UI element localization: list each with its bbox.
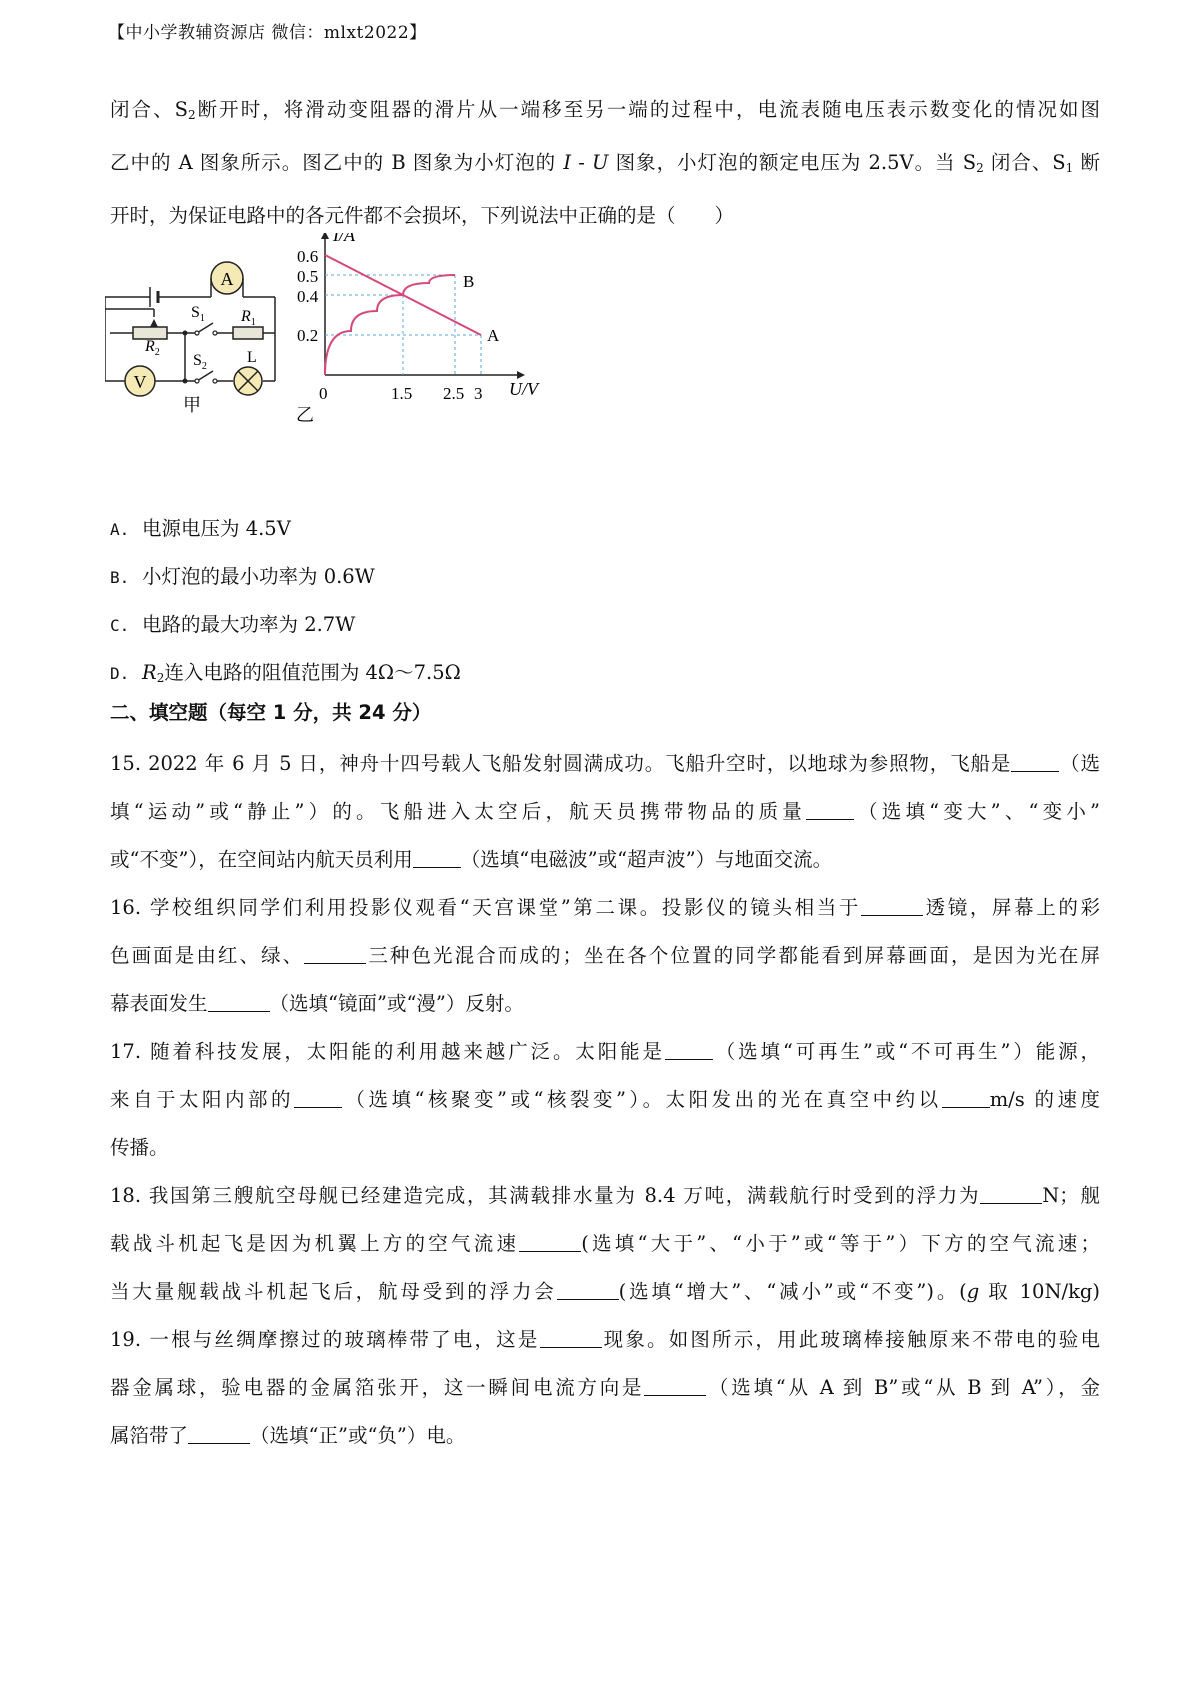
q17-line-3: 传播。	[110, 1136, 169, 1159]
q18-line-2: 载战斗机起飞是因为机翼上方的空气流速 (选填“大于”、“小于”或“等于”）下方的空气流速；	[110, 1232, 1100, 1255]
q18-line-1: 18. 我国第三艘航空母舰已经建造完成，其满载排水量为 8.4 万吨，满载航行时受到的浮力为 N；舰	[110, 1184, 1100, 1207]
x-tick-2.5: 2.5	[443, 384, 465, 403]
q17-line-2: 来自于太阳内部的 （选填“核聚变”或“核裂变”）。太阳发出的光在真空中约以 m/s 的速度	[110, 1088, 1100, 1111]
q15-line-3: 或“不变”），在空间站内航天员利用 （选填“电磁波”或“超声波”）与地面交流。	[110, 848, 833, 871]
x-tick-1.5: 1.5	[391, 384, 413, 403]
q19-blank-1[interactable]	[540, 1327, 602, 1348]
lamp-label: L	[247, 349, 257, 366]
ammeter-label: A	[220, 269, 234, 289]
curve-label-b: B	[463, 272, 475, 291]
switch-s1-contact	[213, 331, 217, 335]
q17-blank-3[interactable]	[942, 1087, 990, 1108]
switch-s2-contact	[213, 379, 217, 383]
curve-label-a: A	[487, 326, 500, 345]
q14-line-2: 乙中的 A 图象所示。图乙中的 B 图象为小灯泡的 I - U 图象，小灯泡的额定电压为 2.5V。当 $S_2$ 闭合、$S_1$ 断	[110, 151, 1100, 175]
x-tick-3: 3	[474, 384, 483, 403]
s2-label: $S_2$	[193, 352, 207, 372]
option-c[interactable]: C. 电路的最大功率为 2.7W	[110, 613, 356, 636]
q16-blank-2[interactable]	[304, 943, 366, 964]
voltmeter-label: V	[133, 372, 147, 392]
option-b[interactable]: B. 小灯泡的最小功率为 0.6W	[110, 565, 375, 588]
q17-blank-2[interactable]	[294, 1087, 342, 1108]
x-tick-0: 0	[319, 384, 328, 403]
q14-figures	[105, 233, 605, 467]
s1-label: $S_1$	[191, 304, 205, 324]
circuit-caption: 甲	[183, 395, 201, 415]
guide-lines	[325, 275, 481, 375]
option-d[interactable]: D. $R_2$连入电路的阻值范围为 4Ω～7.5Ω	[110, 661, 461, 685]
question-17	[110, 1028, 1100, 1172]
q15-blank-2[interactable]	[806, 799, 854, 820]
q18-blank-2[interactable]	[519, 1231, 581, 1252]
question-18	[110, 1172, 1100, 1316]
q16-line-3: 幕表面发生 （选填“镜面”或“漫”）反射。	[110, 992, 524, 1015]
question-16	[110, 884, 1100, 1028]
question-19	[110, 1316, 1100, 1460]
q14-line-3: 开时，为保证电路中的各元件都不会损坏，下列说法中正确的是（ ）	[110, 204, 735, 227]
r2-label: $R_2$	[145, 338, 160, 358]
q15-line-2: 填“运动”或“静止”）的。飞船进入太空后，航天员携带物品的质量 （选填“变大”、“变小”	[110, 800, 1100, 823]
y-tick-0.4: 0.4	[297, 287, 319, 306]
figure-svg	[105, 233, 605, 463]
y-axis-label: I/A	[333, 233, 355, 245]
y-tick-0.6: 0.6	[297, 247, 319, 266]
q18-blank-3[interactable]	[557, 1279, 619, 1300]
q15-line-1: 15. 2022 年 6 月 5 日，神舟十四号载人飞船发射圆满成功。飞船升空时，以地球为参照物，飞船是 （选	[110, 752, 1100, 775]
q17-blank-1[interactable]	[665, 1039, 713, 1060]
junction-dot-top	[183, 331, 188, 336]
q19-line-3: 属箔带了 （选填“正”或“负”）电。	[110, 1424, 466, 1447]
q16-blank-1[interactable]	[861, 895, 923, 916]
q16-blank-3[interactable]	[208, 991, 270, 1012]
y-axis-arrow	[321, 233, 329, 239]
q15-blank-3[interactable]	[413, 847, 461, 868]
switch-s2-blade	[197, 371, 213, 381]
resistor-r1	[233, 327, 263, 339]
graph-caption: 乙	[296, 405, 314, 425]
switch-s1-blade	[197, 323, 213, 333]
switch-s2-pivot	[195, 379, 199, 383]
q15-blank-1[interactable]	[1011, 751, 1059, 772]
question-15	[110, 740, 1100, 884]
curve-b	[325, 275, 455, 375]
x-axis-arrow	[517, 371, 525, 379]
q19-blank-3[interactable]	[188, 1423, 250, 1444]
q16-line-2: 色画面是由红、绿、 三种色光混合而成的；坐在各个位置的同学都能看到屏幕画面，是因为光在屏	[110, 944, 1100, 967]
q18-line-3: 当大量舰载战斗机起飞后，航母受到的浮力会 (选填“增大”、“减小”或“不变”)。(g 取 10N/kg)	[110, 1280, 1100, 1303]
q19-line-1: 19. 一根与丝绸摩擦过的玻璃棒带了电，这是 现象。如图所示，用此玻璃棒接触原来不带电的验电	[110, 1328, 1100, 1351]
y-tick-0.2: 0.2	[297, 326, 319, 345]
q18-blank-1[interactable]	[980, 1183, 1042, 1204]
q16-line-1: 16. 学校组织同学们利用投影仪观看“天宫课堂”第二课。投影仪的镜头相当于 透镜，屏幕上的彩	[110, 896, 1100, 919]
option-a[interactable]: A. 电源电压为 4.5V	[110, 517, 291, 540]
r1-label: $R_1$	[241, 308, 256, 328]
x-axis-label: U/V	[509, 379, 538, 399]
page-header: 【中小学教辅资源店 微信：mlxt2022】	[108, 23, 427, 43]
y-tick-0.5: 0.5	[297, 267, 319, 286]
q17-line-1: 17. 随着科技发展，太阳能的利用越来越广泛。太阳能是 （选填“可再生”或“不可再生”）能源，	[110, 1040, 1100, 1063]
junction-dot-bottom	[183, 379, 188, 384]
q14-options	[110, 505, 461, 697]
switch-s1-pivot	[195, 331, 199, 335]
q19-blank-2[interactable]	[644, 1375, 706, 1396]
q14-line-1: 闭合、$S_2$断开时，将滑动变阻器的滑片从一端移至另一端的过程中，电流表随电压表示数变化的情况如图	[110, 98, 1100, 122]
q14-stem	[110, 86, 1100, 240]
rheostat-slider	[150, 319, 158, 327]
q19-line-2: 器金属球，验电器的金属箔张开，这一瞬间电流方向是 （选填“从 A 到 B”或“从 B 到 A”），金	[110, 1376, 1100, 1399]
iu-graph	[296, 233, 540, 425]
section-title: 二、填空题（每空 1 分，共 24 分）	[110, 701, 432, 724]
